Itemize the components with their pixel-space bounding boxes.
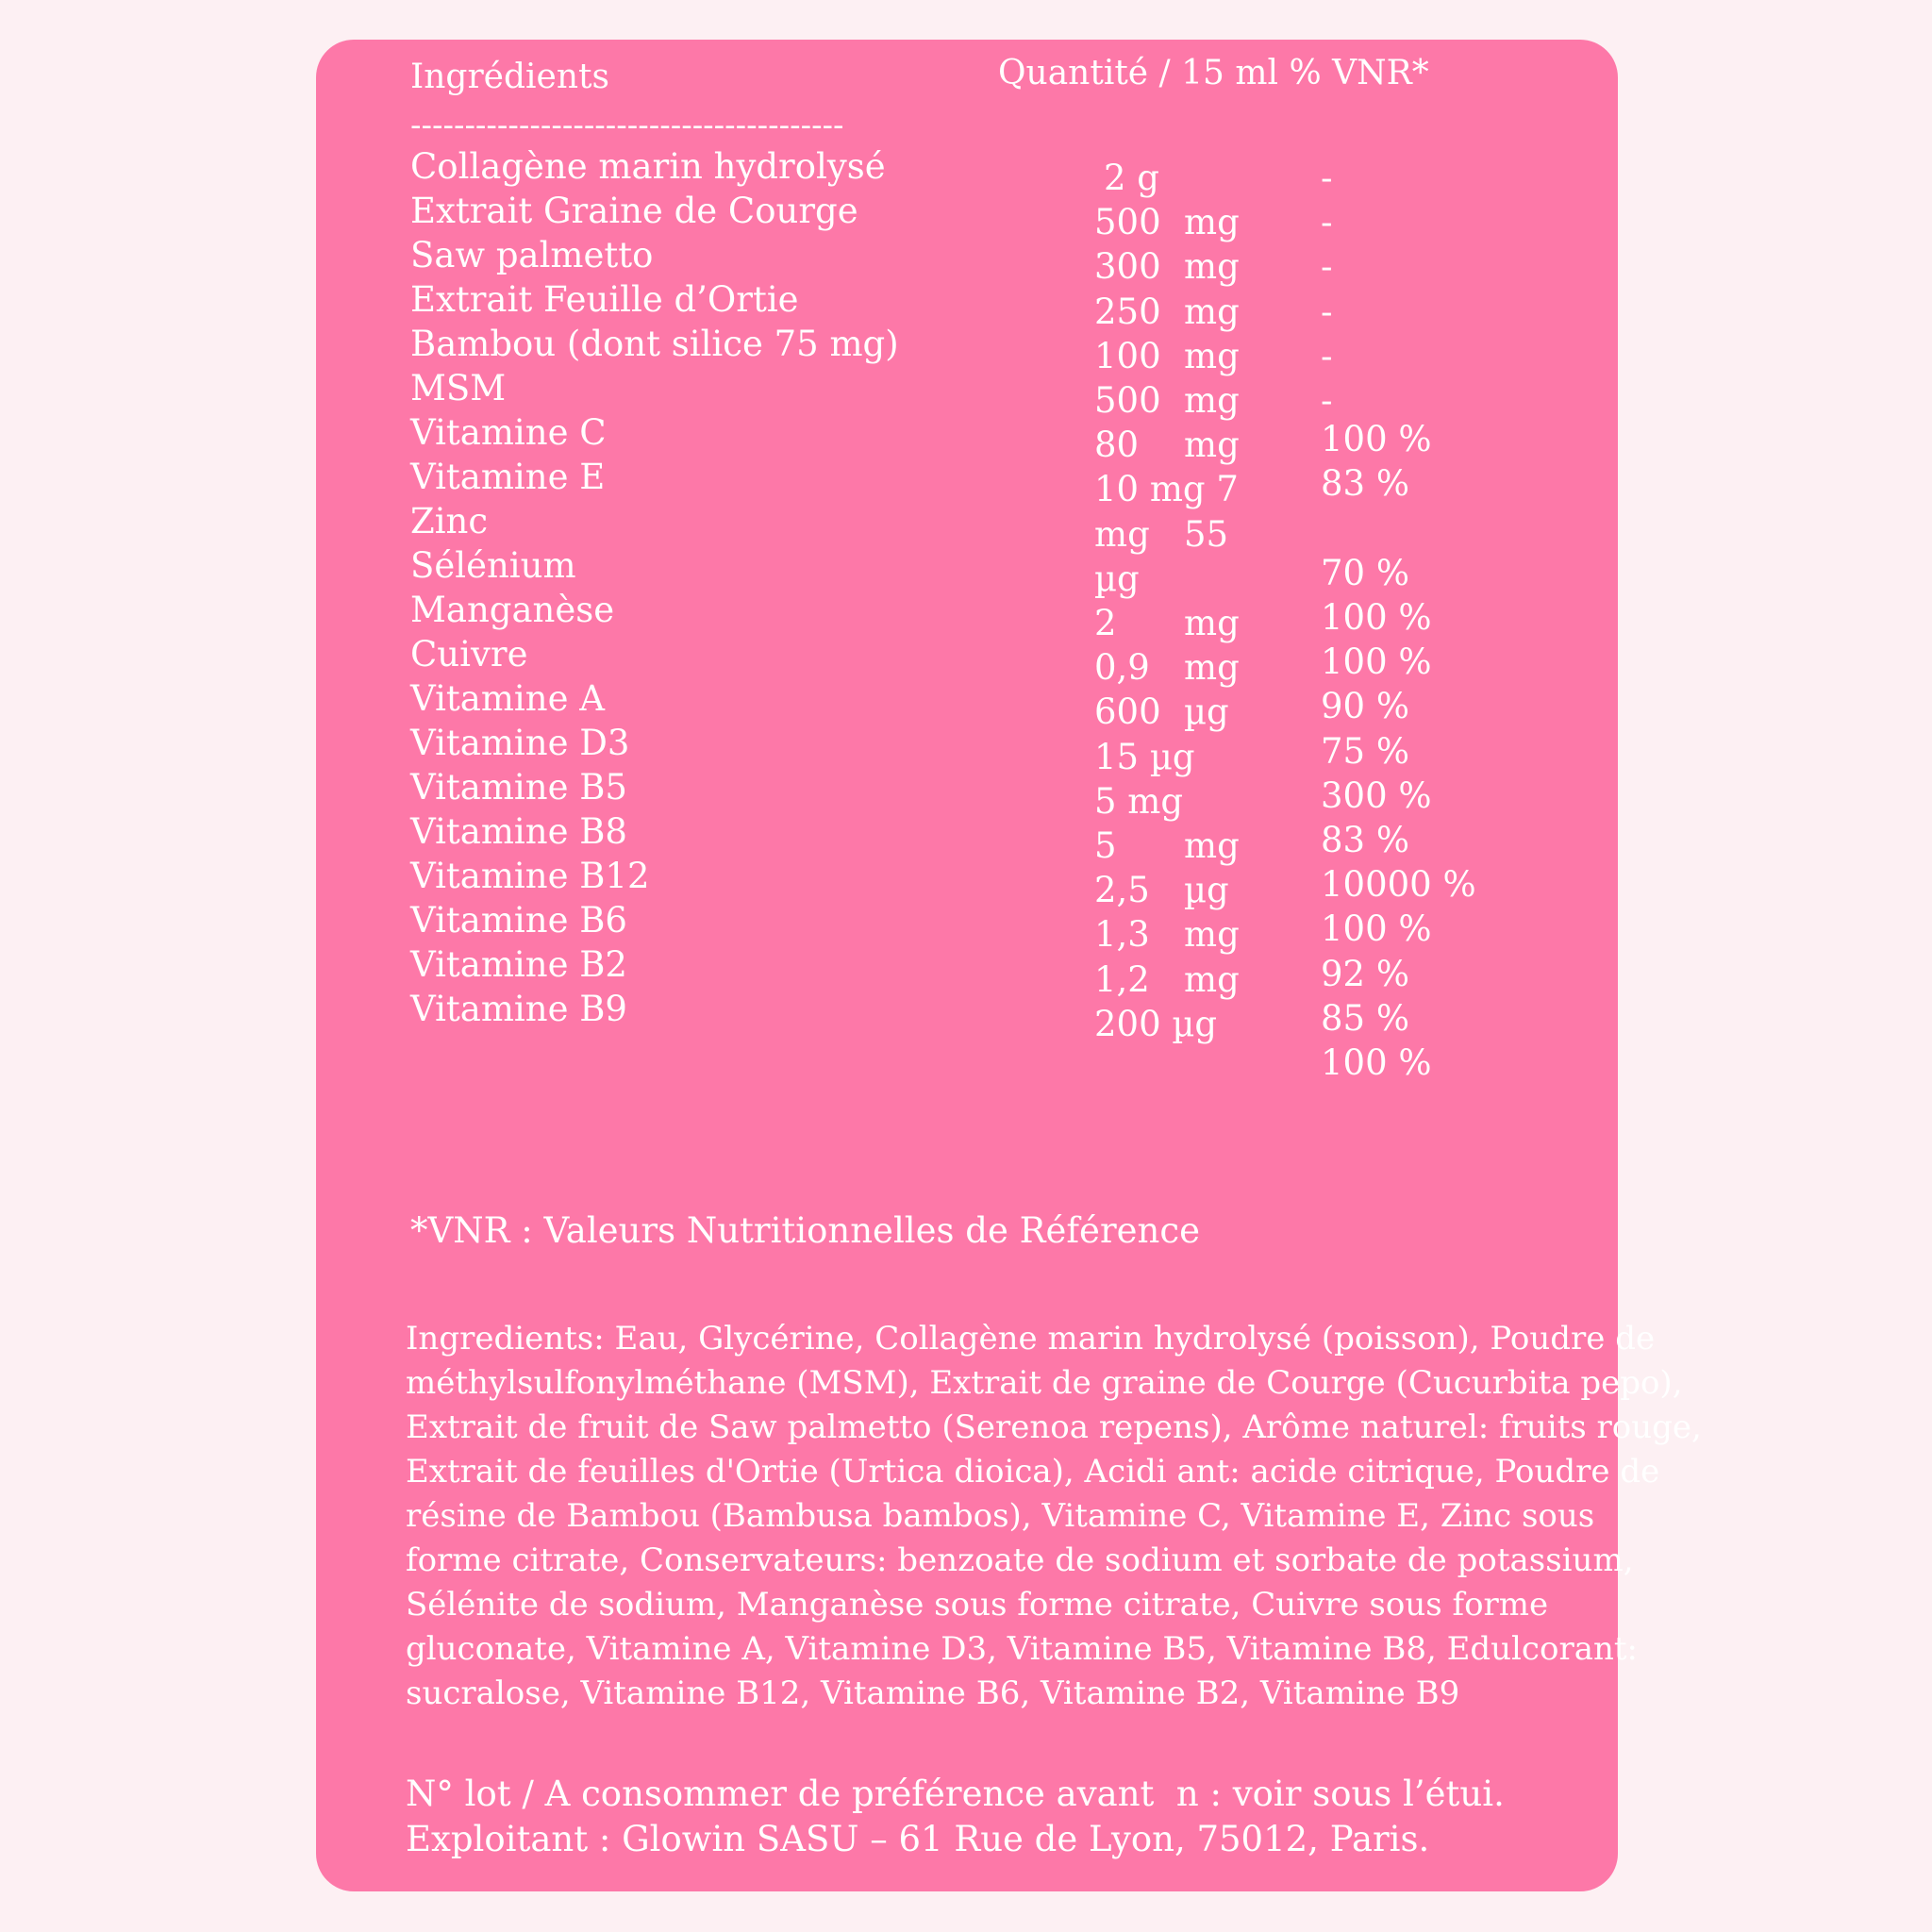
vnr-value: 83 % xyxy=(1321,463,1409,505)
vnr-note: *VNR : Valeurs Nutritionnelles de Référence xyxy=(410,1210,1200,1251)
header-separator: ---------------------------------------- xyxy=(410,107,844,144)
ingredients-line: Ingredients: Eau, Glycérine, Collagène marin hydrolysé (poisson), Poudre de xyxy=(406,1320,1656,1357)
quantity-unit: µg xyxy=(1184,691,1229,733)
vnr-value: 100 % xyxy=(1321,1042,1432,1083)
vnr-value: 92 % xyxy=(1321,953,1409,994)
ingredient-name: Extrait Graine de Courge xyxy=(410,191,858,231)
quantity-amount: 300 xyxy=(1094,246,1161,288)
quantity-unit: mg xyxy=(1184,425,1240,466)
quantity-amount: 250 xyxy=(1094,291,1161,332)
ingredient-name: Vitamine B5 xyxy=(410,767,627,808)
quantity-amount: 5 xyxy=(1094,825,1117,866)
quantity-unit: 55 xyxy=(1184,513,1229,555)
ingredients-paragraph xyxy=(406,1317,1702,1716)
vnr-value: 100 % xyxy=(1321,597,1432,638)
vnr-value: - xyxy=(1321,335,1333,376)
ingredients-line: gluconate, Vitamine A, Vitamine D3, Vitamine B5, Vitamine B8, Edulcorant: xyxy=(406,1630,1638,1668)
ingredients-line: Sélénite de sodium, Manganèse sous forme citrate, Cuivre sous forme xyxy=(406,1586,1549,1624)
quantity-amount: 500 xyxy=(1094,202,1161,243)
quantity-amount: 80 xyxy=(1094,425,1140,466)
quantity-unit: mg xyxy=(1184,380,1240,421)
vnr-value: - xyxy=(1321,246,1333,288)
ingredient-name: Vitamine B12 xyxy=(410,856,650,896)
quantity-amount: 1,3 xyxy=(1094,914,1150,956)
ingredient-name: Vitamine A xyxy=(410,678,605,719)
vnr-value: - xyxy=(1321,380,1333,421)
quantity-amount: 600 xyxy=(1094,691,1161,733)
quantity-amount: 200 µg xyxy=(1094,1003,1218,1044)
ingredients-line: Extrait de feuilles d'Ortie (Urtica dioica), Acidi ant: acide citrique, Poudre de xyxy=(406,1453,1660,1491)
vnr-value: 70 % xyxy=(1321,552,1409,593)
ingredient-name: Manganèse xyxy=(410,590,615,630)
ingredient-name: Sélénium xyxy=(410,545,576,586)
quantity-unit: mg xyxy=(1184,914,1240,956)
lot-line: N° lot / A consommer de préférence avant n : voir sous l’étui. xyxy=(406,1774,1505,1814)
quantity-unit: mg xyxy=(1184,825,1240,866)
ingredient-name: Saw palmetto xyxy=(410,235,654,275)
ingredient-name: Vitamine E xyxy=(410,457,606,497)
ingredient-name: MSM xyxy=(410,368,507,408)
quantity-amount: 500 xyxy=(1094,380,1161,421)
quantity-unit: mg xyxy=(1184,202,1240,243)
ingredient-name: Bambou (dont silice 75 mg) xyxy=(410,324,899,364)
ingredient-name: Cuivre xyxy=(410,634,528,675)
vnr-value: 300 % xyxy=(1321,774,1432,816)
quantity-header: Quantité / 15 ml % VNR* xyxy=(998,54,1429,92)
vnr-value: - xyxy=(1321,291,1333,332)
ingredients-line: méthylsulfonylméthane (MSM), Extrait de graine de Courge (Cucurbita pepo), xyxy=(406,1364,1683,1402)
ingredients-line: Extrait de fruit de Saw palmetto (Serenoa repens), Arôme naturel: fruits rouge, xyxy=(406,1408,1702,1446)
vnr-value: - xyxy=(1321,202,1333,243)
quantity-unit: mg xyxy=(1184,335,1240,376)
quantity-amount: µg xyxy=(1094,558,1140,599)
vnr-value: - xyxy=(1321,158,1333,198)
quantity-amount: 5 mg xyxy=(1094,780,1184,822)
ingredient-name: Zinc xyxy=(410,501,489,541)
vnr-value: 10000 % xyxy=(1321,864,1476,906)
quantity-unit: mg xyxy=(1184,647,1240,689)
ingredients-header: Ingrédients xyxy=(410,58,609,96)
ingredient-name: Extrait Feuille d’Ortie xyxy=(410,279,799,320)
quantity-unit: mg xyxy=(1184,246,1240,288)
quantity-amount: 0,9 xyxy=(1094,647,1150,689)
ingredient-name: Vitamine B6 xyxy=(410,900,627,941)
quantity-amount: 2,5 xyxy=(1094,870,1150,911)
ingredient-name: Vitamine D3 xyxy=(410,723,630,763)
ingredient-name: Vitamine B2 xyxy=(410,944,627,985)
ingredient-name: Collagène marin hydrolysé xyxy=(410,146,886,187)
quantity-unit: mg xyxy=(1184,958,1240,1000)
vnr-value: 90 % xyxy=(1321,686,1409,727)
ingredient-name: Vitamine B9 xyxy=(410,989,627,1029)
vnr-value: 100 % xyxy=(1321,908,1432,950)
quantity-unit: mg xyxy=(1184,603,1240,643)
quantity-amount: 1,2 xyxy=(1094,958,1150,1000)
operator-line: Exploitant : Glowin SASU – 61 Rue de Lyon, 75012, Paris. xyxy=(406,1819,1430,1859)
ingredient-name: Vitamine C xyxy=(410,412,607,453)
ingredient-name: Vitamine B8 xyxy=(410,811,627,852)
quantity-amount: 15 µg xyxy=(1094,736,1195,777)
vnr-value: 83 % xyxy=(1321,820,1409,860)
ingredients-line: forme citrate, Conservateurs: benzoate de sodium et sorbate de potassium, xyxy=(406,1541,1634,1579)
vnr-value: 75 % xyxy=(1321,730,1409,772)
ingredients-line: résine de Bambou (Bambusa bambos), Vitamine C, Vitamine E, Zinc sous xyxy=(406,1497,1595,1535)
quantity-amount: 10 mg 7 xyxy=(1094,469,1239,510)
quantity-amount: 2 xyxy=(1094,603,1117,643)
quantity-amount: 100 xyxy=(1094,335,1161,376)
quantity-amount: 2 g xyxy=(1104,158,1159,198)
quantity-amount: mg xyxy=(1094,513,1150,555)
quantity-unit: µg xyxy=(1184,870,1229,911)
quantity-unit: mg xyxy=(1184,291,1240,332)
footer xyxy=(406,1772,1505,1862)
vnr-value: 85 % xyxy=(1321,997,1409,1039)
vnr-value: 100 % xyxy=(1321,419,1432,460)
vnr-value: 100 % xyxy=(1321,641,1432,683)
ingredients-line: sucralose, Vitamine B12, Vitamine B6, Vitamine B2, Vitamine B9 xyxy=(406,1674,1460,1712)
